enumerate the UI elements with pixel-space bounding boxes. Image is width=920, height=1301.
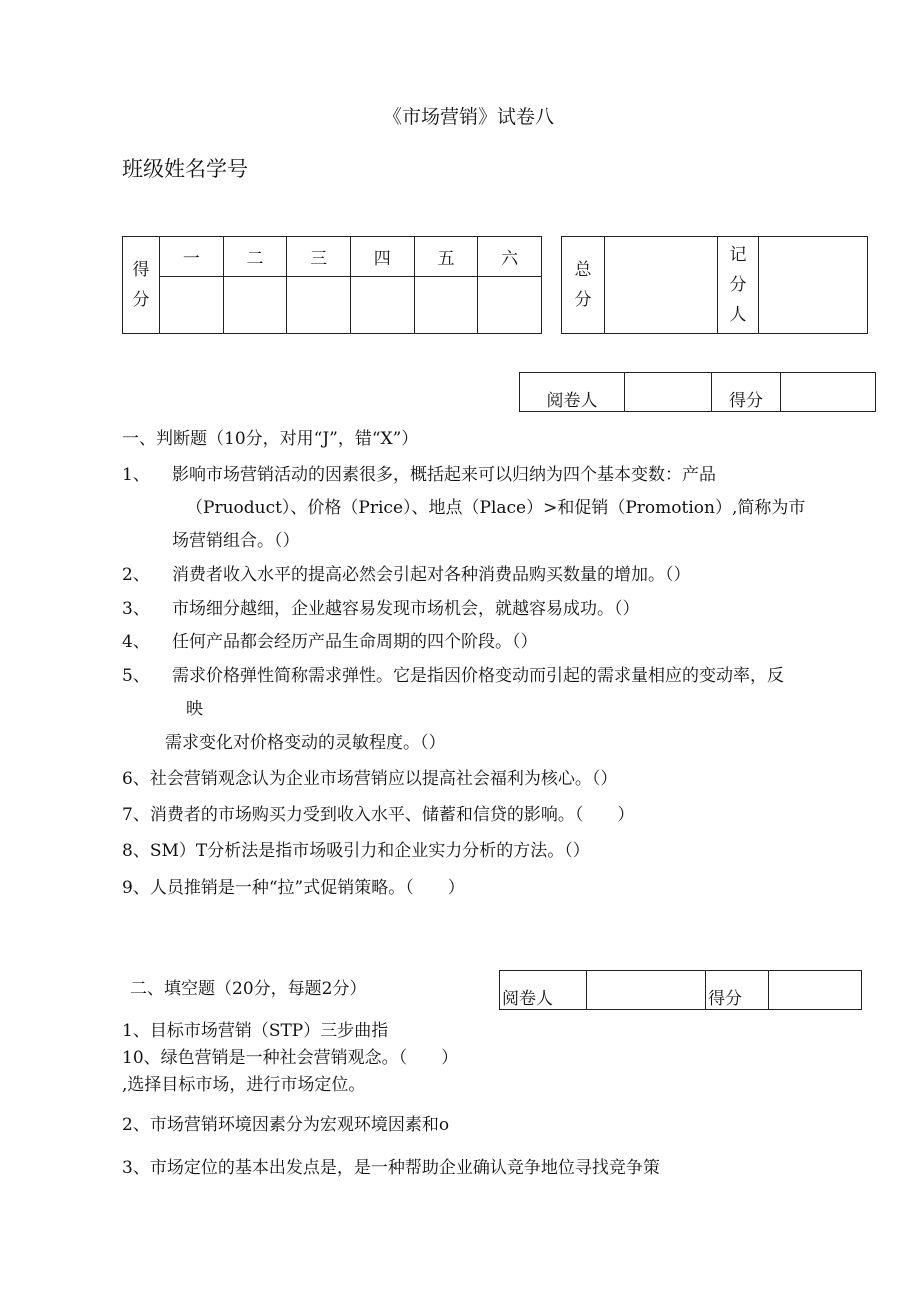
grader-score-label: 得分 bbox=[712, 373, 781, 412]
score-cell-1[interactable] bbox=[160, 277, 224, 334]
q7-text: 7、消费者的市场购买力受到收入水平、储蓄和信贷的影响。（ ） bbox=[122, 805, 635, 825]
grader-box-1 bbox=[519, 372, 876, 412]
section1-heading: 一、判断题（10分，对用“J”，错“X”） bbox=[122, 429, 419, 449]
q1-number: 1、 bbox=[122, 465, 150, 485]
q1-line3: 场营销组合。（） bbox=[172, 531, 300, 551]
q3-text: 市场细分越细，企业越容易发现市场机会，就越容易成功。（） bbox=[172, 599, 640, 619]
grader-cell[interactable] bbox=[625, 373, 712, 412]
fill-q1: 1、目标市场营销（STP）三步曲指 bbox=[122, 1021, 389, 1041]
grader-box-2 bbox=[499, 970, 862, 1010]
q9-text: 9、人员推销是一种“拉”式促销策略。（ ） bbox=[122, 878, 465, 898]
q4-number: 4、 bbox=[122, 632, 150, 652]
q8-text: 8、SM）T分析法是指市场吸引力和企业实力分析的方法。（） bbox=[122, 841, 590, 861]
grader-score-label-2: 得分 bbox=[706, 971, 769, 1010]
score-cell-3[interactable] bbox=[287, 277, 351, 334]
q2-text: 消费者收入水平的提高必然会引起对各种消费品购买数量的增加。（） bbox=[172, 565, 691, 585]
header-cell-6: 六 bbox=[478, 237, 542, 277]
grader-label-2: 阅卷人 bbox=[500, 971, 587, 1010]
score-table bbox=[122, 236, 542, 334]
score-cell-6[interactable] bbox=[478, 277, 542, 334]
score-cell-4[interactable] bbox=[350, 277, 414, 334]
fill-q1-continued: ,选择目标市场，进行市场定位。 bbox=[122, 1075, 366, 1095]
header-cell-2: 二 bbox=[223, 237, 287, 277]
q5-number: 5、 bbox=[122, 666, 150, 686]
fill-q3: 3、市场定位的基本出发点是，是一种帮助企业确认竞争地位寻找竞争策 bbox=[122, 1158, 660, 1178]
total-score-cell[interactable] bbox=[605, 237, 718, 334]
q5-line1: 需求价格弹性简称需求弹性。它是指因价格变动而引起的需求量相应的变动率，反 bbox=[172, 666, 784, 686]
grader-cell-2[interactable] bbox=[587, 971, 706, 1010]
recorder-cell[interactable] bbox=[759, 237, 868, 334]
header-cell-5: 五 bbox=[414, 237, 478, 277]
q1-line1: 影响市场营销活动的因素很多，概括起来可以归纳为四个基本变数：产品 bbox=[172, 465, 716, 485]
fill-q2: 2、市场营销环境因素分为宏观环境因素和o bbox=[122, 1115, 450, 1135]
total-label-cell: 总 分 bbox=[562, 237, 605, 334]
total-table bbox=[561, 236, 868, 334]
q3-number: 3、 bbox=[122, 599, 150, 619]
score-label-cell: 得 分 bbox=[123, 237, 160, 334]
page-title: 《市场营销》试卷八 bbox=[383, 106, 555, 128]
q2-number: 2、 bbox=[122, 565, 150, 585]
header-cell-3: 三 bbox=[287, 237, 351, 277]
q10-text: 10、绿色营销是一种社会营销观念。（ ） bbox=[122, 1048, 459, 1068]
section2-heading: 二、填空题（20分，每题2分） bbox=[130, 979, 367, 999]
q4-text: 任何产品都会经历产品生命周期的四个阶段。（） bbox=[172, 632, 538, 652]
q6-text: 6、社会营销观念认为企业市场营销应以提高社会福利为核心。（） bbox=[122, 769, 618, 789]
grader-label: 阅卷人 bbox=[520, 373, 625, 412]
header-cell-4: 四 bbox=[350, 237, 414, 277]
q1-line2: （Pruoduct）、价格（Price）、地点（Place）>和促销（Promotion）,简称为市 bbox=[186, 498, 806, 518]
q5-line2: 映 bbox=[186, 699, 203, 719]
score-cell-5[interactable] bbox=[414, 277, 478, 334]
q5-line3: 需求变化对价格变动的灵敏程度。（） bbox=[165, 733, 446, 753]
class-name-id-line: 班级姓名学号 bbox=[122, 157, 248, 181]
recorder-label-cell: 记 分 人 bbox=[718, 237, 759, 334]
header-cell-1: 一 bbox=[160, 237, 224, 277]
grader-score-cell-2[interactable] bbox=[769, 971, 862, 1010]
grader-score-cell[interactable] bbox=[781, 373, 876, 412]
score-cell-2[interactable] bbox=[223, 277, 287, 334]
